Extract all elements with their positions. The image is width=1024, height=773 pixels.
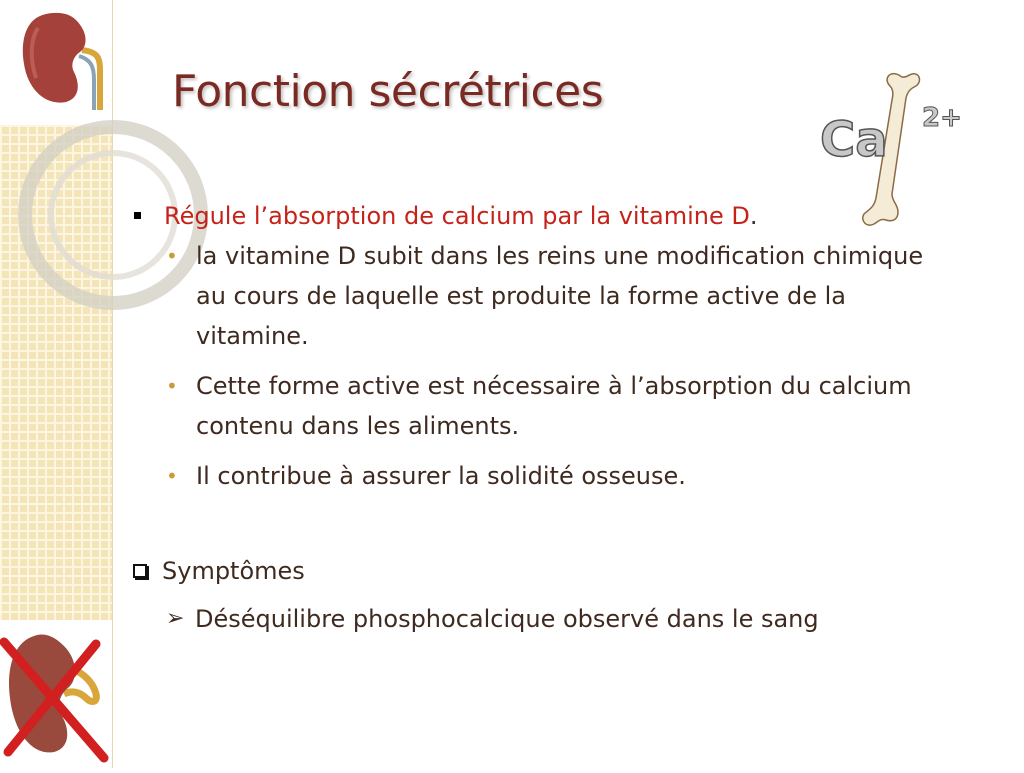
dot-bullet-icon: • bbox=[166, 244, 178, 268]
sub-bullet bbox=[130, 366, 930, 446]
slide-title: Fonction sécrétrices bbox=[172, 66, 604, 117]
crossed-kidney-icon bbox=[0, 628, 112, 773]
dot-bullet-icon: • bbox=[166, 374, 178, 398]
svg-text:Ca: Ca bbox=[820, 112, 888, 168]
sub-bullet-text: la vitamine D subit dans les reins une modification chimique au cours de laquelle est produite la forme active de la vitamine. bbox=[196, 242, 924, 350]
arrow-bullet-icon: ➢ bbox=[166, 606, 185, 631]
slide-body bbox=[130, 196, 930, 639]
kidney-icon bbox=[16, 10, 116, 115]
main-bullet bbox=[130, 196, 930, 236]
square-bullet-icon bbox=[134, 212, 141, 219]
strip-divider bbox=[112, 0, 113, 768]
symptoms-heading-text: Symptômes bbox=[162, 557, 305, 585]
sub-bullet bbox=[130, 236, 930, 356]
main-bullet-text: Régule l’absorption de calcium par la vitamine D bbox=[164, 202, 750, 230]
checkbox-bullet-icon bbox=[133, 564, 147, 578]
sub-bullet-text: Il contribue à assurer la solidité osseuse. bbox=[196, 462, 686, 490]
main-bullet-period: . bbox=[749, 202, 758, 230]
symptom-item-text: Déséquilibre phosphocalcique observé dans le sang bbox=[195, 605, 819, 633]
symptom-item bbox=[130, 599, 930, 639]
sub-bullet-text: Cette forme active est nécessaire à l’absorption du calcium contenu dans les aliments. bbox=[196, 372, 912, 440]
svg-text:2+: 2+ bbox=[922, 103, 962, 133]
symptoms-heading bbox=[130, 551, 930, 591]
dot-bullet-icon: • bbox=[166, 464, 178, 488]
sub-bullet bbox=[130, 456, 930, 496]
